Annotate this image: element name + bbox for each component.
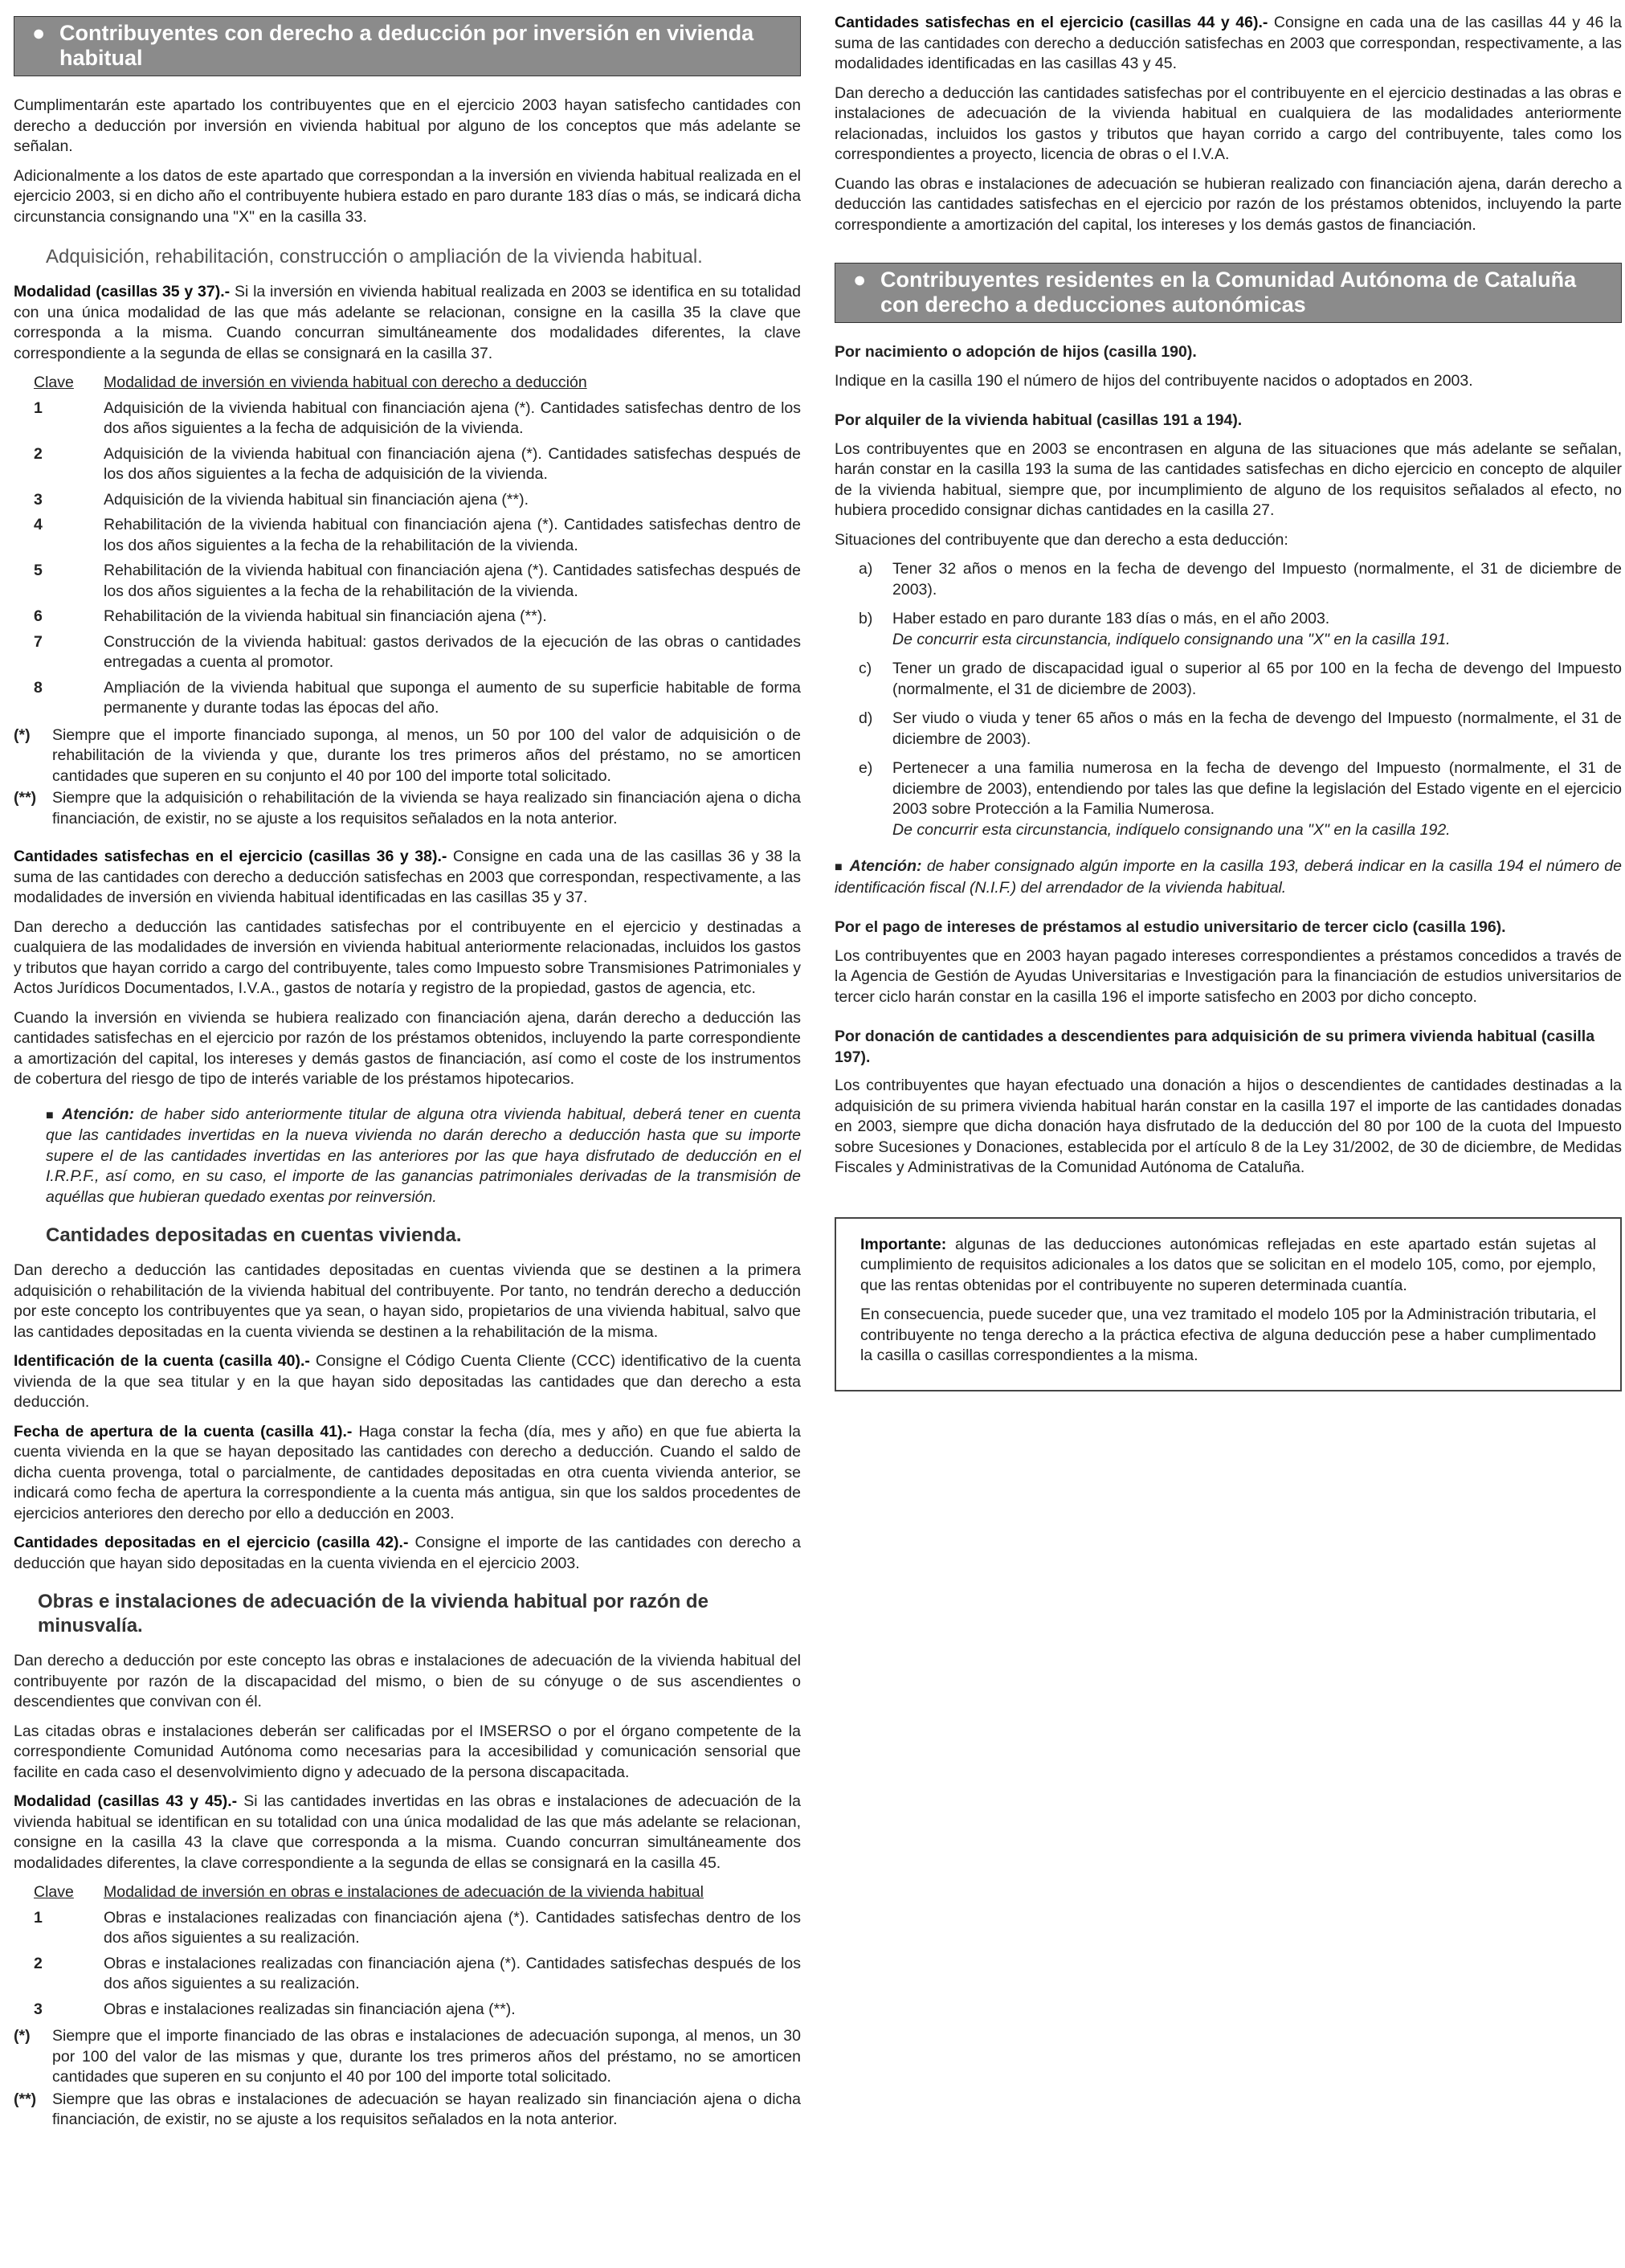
table-header: Clave Modalidad de inversión en vivienda habitual con derecho a deducción	[34, 374, 587, 391]
bullet-icon: ●	[32, 21, 46, 45]
paragraph: Los contribuyentes que en 2003 hayan pagado intereses correspondientes a préstamos concedidos a través de la Agencia de Gestión de Ayudas Universitarias e Investigación para la financiación de estudios universitarios de tercer ciclo harán constar en la casilla 196 el importe satisfecho en 2003 por dicho concepto.	[835, 946, 1622, 1006]
table-header: Clave Modalidad de inversión en obras e instalaciones de adecuación de la vivienda habitual	[34, 1883, 704, 1901]
subsection-title: Cantidades depositadas en cuentas vivienda.	[46, 1224, 462, 1246]
table-row: 8 Ampliación de la vivienda habitual que suponga el aumento de su superficie habitable de forma permanente y durante todas las épocas del año.	[34, 678, 801, 717]
table-row: 6 Rehabilitación de la vivienda habitual sin financiación ajena (**).	[34, 607, 547, 625]
paragraph-modalidad-obras: Modalidad (casillas 43 y 45).- Si las cantidades invertidas en las obras e instalaciones de adecuación de la vivienda habitual se identifican en su totalidad con una única modalidad de las que más adelante se relacionan, consigne en la casilla 43 la clave que corresponda a la misma. Cuando concurran simultáneamente dos modalidades diferentes, la clave correspondiente a la segunda de ellas se consignará en la casilla 45.	[14, 1792, 801, 1872]
left-column	[14, 16, 801, 2132]
subsection-title: Adquisición, rehabilitación, construcción o ampliación de la vivienda habitual.	[46, 246, 703, 268]
intro-paragraph: Cumplimentarán este apartado los contribuyentes que en el ejercicio 2003 hayan satisfecho cantidades con derecho a deducción por inversión en vivienda habitual por alguno de los conceptos que más adelante se señalan.	[14, 96, 801, 155]
heading-alquiler: Por alquiler de la vivienda habitual (casillas 191 a 194).	[835, 411, 1243, 429]
box-paragraph: Importante: algunas de las deducciones autonómicas reflejadas en este apartado están sujetas al cumplimiento de requisitos adicionales a los datos que se solicitan en el modelo 105, como, por ejemplo, que las rentas obtenidas por el contribuyente no superen determinada cuantía.	[860, 1235, 1596, 1294]
label: Modalidad (casillas 35 y 37).-	[14, 283, 231, 300]
paragraph-modalidad: Modalidad (casillas 35 y 37).- Si la inversión en vivienda habitual realizada en 2003 se identifica en su totalidad con una única modalidad de las que más adelante se relacionan, consigne en la casilla 35 la clave que corresponda a la misma. Cuando concurran simultáneamente dos modalidades diferentes, la clave correspondiente a la segunda de ellas se consignará en la casilla 37.	[14, 283, 801, 362]
right-column	[835, 13, 1622, 1391]
paragraph: Dan derecho a deducción las cantidades satisfechas por el contribuyente en el ejercicio y destinadas a cualquiera de las modalidades de inversión en vivienda habitual anteriormente relacionadas, incluidos los gastos y tributos que hayan corrido a cargo del contribuyente, tales como Impuesto sobre Transmisiones Patrimoniales y Actos Jurídicos Documentados, I.V.A., gastos de notaría y registro de la propiedad, gastos de agencia, etc.	[14, 917, 801, 997]
paragraph: Cuando la inversión en vivienda se hubiera realizado con financiación ajena, darán derecho a deducción las cantidades satisfechas en el ejercicio por razón de los préstamos obtenidos, incluyendo la parte correspondiente a amortización del capital, los intereses y demás gastos de financiación, así como el coste de los instrumentos de cobertura del riesgo de tipo de interés variable de los préstamos hipotecarios.	[14, 1008, 801, 1088]
section-title: Contribuyentes con derecho a deducción por inversión en vivienda habitual	[59, 21, 754, 70]
paragraph: Dan derecho a deducción por este concepto las obras e instalaciones de adecuación de la vivienda habitual del contribuyente por razón de la discapacidad del mismo, o bien de su cónyuge o de sus ascendientes o descendientes que convivan con él.	[14, 1652, 801, 1710]
paragraph: Los contribuyentes que en 2003 se encontrasen en alguna de las situaciones que más adelante se señalan, harán constar en la casilla 193 la suma de las cantidades satisfechas en dicho ejercicio en concepto de alquiler de la vivienda habitual, siempre que, por incumplimiento de alguno de los requisitos señalados al efecto, no hubiera procedido consignar dichas cantidades en la casilla 27.	[835, 439, 1622, 519]
table-row: 5 Rehabilitación de la vivienda habitual con financiación ajena (*). Cantidades satisfechas después de los dos años siguientes a la fecha de la rehabilitación de la vivienda.	[34, 562, 801, 600]
footnote: (*) Siempre que el importe financiado suponga, al menos, un 50 por 100 del valor de adquisición o de rehabilitación de la vivienda y que, durante los tres primeros años del préstamo, no se amorticen cantidades que superen en su conjunto el 40 por 100 del importe total solicitado.	[14, 725, 801, 785]
footnote: (**) Siempre que la adquisición o rehabilitación de la vivienda se haya realizado sin financiación ajena o dicha financiación, de existir, no se ajuste a los requisitos señalados en la nota anterior.	[14, 789, 801, 828]
important-box	[835, 1217, 1622, 1391]
attention-note: ■ Atención: de haber sido anteriormente titular de alguna otra vivienda habitual, deberá tener en cuenta que las cantidades invertidas en la nueva vivienda no darán derecho a deducción hasta que su importe supere el de las cantidades invertidas en las anteriores por las que haya disfrutado de deducción en el I.R.P.F., así como, en su caso, el importe de las ganancias patrimoniales derivadas de la transmisión de aquéllas que hubieran quedado exentas por reinversión.	[46, 1105, 802, 1206]
table-row: 2 Adquisición de la vivienda habitual con financiación ajena (*). Cantidades satisfechas después de los dos años siguientes a la fecha de adquisición de la vivienda.	[34, 444, 801, 483]
subsection-title: Obras e instalaciones de adecuación de la vivienda habitual por razón de minusvalía.	[38, 1591, 708, 1637]
table-row: 1 Adquisición de la vivienda habitual con financiación ajena (*). Cantidades satisfechas dentro de los dos años siguientes a la fecha de adquisición de la vivienda.	[34, 398, 801, 437]
table-row: 4 Rehabilitación de la vivienda habitual con financiación ajena (*). Cantidades satisfechas dentro de los dos años siguientes a la fecha de la rehabilitación de la vivienda.	[34, 516, 801, 554]
paragraph-cantidades-obras: Cantidades satisfechas en el ejercicio (casillas 44 y 46).- Consigne en cada una de las casillas 44 y 46 la suma de las cantidades con derecho a deducción satisfechas en 2003 que correspondan, respectivamente, a las modalidades identificadas en las casillas 43 y 45.	[835, 14, 1623, 72]
paragraph: Situaciones del contribuyente que dan derecho a esta deducción:	[835, 530, 1288, 549]
table-row: 3 Obras e instalaciones realizadas sin financiación ajena (**).	[34, 2000, 516, 2018]
paragraph-cantidades: Cantidades satisfechas en el ejercicio (casillas 36 y 38).- Consigne en cada una de las casillas 36 y 38 la suma de las cantidades con derecho a deducción satisfechas en 2003 que correspondan, respectivamente, a las modalidades de inversión en vivienda habitual identificadas en las casillas 35 y 37.	[14, 848, 802, 906]
paragraph: Las citadas obras e instalaciones deberán ser calificadas por el IMSERSO o por el órgano competente de la correspondiente Comunidad Autónoma como necesarias para la accesibilidad y comunicación sensorial que facilite en cada caso el desenvolvimiento digno y adecuado de la persona discapacitada.	[14, 1722, 801, 1781]
section-header-cataluna	[835, 263, 1622, 323]
paragraph: Indique en la casilla 190 el número de hijos del contribuyente nacidos o adoptados en 2003.	[835, 371, 1473, 390]
paragraph-cantidades-depositadas: Cantidades depositadas en el ejercicio (casilla 42).- Consigne el importe de las cantidades con derecho a deducción que hayan sido depositadas en la cuenta vivienda en el ejercicio 2003.	[14, 1534, 801, 1572]
list-item: b) Haber estado en paro durante 183 días o más, en el año 2003. De concurrir esta circunstancia, indíquelo consignando una "X" en la casilla 191.	[859, 610, 1451, 648]
table-row: 7 Construcción de la vivienda habitual: gastos derivados de la ejecución de las obras o cantidades entregadas a cuenta al promotor.	[34, 632, 801, 671]
list-item: c) Tener un grado de discapacidad igual o superior al 65 por 100 en la fecha de devengo del Impuesto (normalmente, el 31 de diciembre de 2003).	[859, 660, 1622, 698]
clave-table-obras	[14, 1882, 801, 2020]
heading-intereses: Por el pago de intereses de préstamos al estudio universitario de tercer ciclo (casilla 196).	[835, 918, 1506, 936]
table-row: 3 Adquisición de la vivienda habitual sin financiación ajena (**).	[34, 490, 529, 509]
square-bullet-icon: ■	[46, 1108, 56, 1122]
footnote: (**) Siempre que las obras e instalaciones de adecuación se hayan realizado sin financiación ajena o dicha financiación, de existir, no se ajuste a los requisitos señalados en la nota anterior.	[14, 2090, 801, 2128]
list-item: d) Ser viudo o viuda y tener 65 años o más en la fecha de devengo del Impuesto (normalmente, el 31 de diciembre de 2003).	[859, 709, 1622, 748]
section-header-vivienda	[14, 16, 801, 76]
table-row: 2 Obras e instalaciones realizadas con financiación ajena (*). Cantidades satisfechas después de los dos años siguientes a su realización.	[34, 1954, 801, 1992]
square-bullet-icon: ■	[835, 860, 843, 874]
paragraph: Dan derecho a deducción las cantidades satisfechas por el contribuyente en el ejercicio destinadas a las obras e instalaciones de adecuación de la vivienda habitual en cualquiera de las modalidades anteriormente relacionadas, incluidos los gastos y tributos que hayan corrido a cargo del contribuyente, tales como los correspondientes a proyecto, licencia de obras o el I.V.A.	[835, 84, 1622, 163]
paragraph: Dan derecho a deducción las cantidades depositadas en cuentas vivienda que se destinen a la primera adquisición o rehabilitación de la vivienda habitual del contribuyente. Por tanto, no tendrán derecho a deducción por este concepto los contribuyentes que ya sean, o hayan sido, propietarios de una vivienda habitual, salvo que las cantidades depositadas en la cuenta vivienda se destinen a la rehabilitación de la misma.	[14, 1261, 801, 1341]
footnote: (*) Siempre que el importe financiado de las obras e instalaciones de adecuación suponga, al menos, un 30 por 100 del valor de las mismas y que, durante los tres primeros años del préstamo, no se amorticen cantidades que superen en su conjunto el 40 por 100 del importe total solicitado.	[14, 2027, 801, 2086]
table-row: 1 Obras e instalaciones realizadas con financiación ajena (*). Cantidades satisfechas dentro de los dos años siguientes a su realización.	[34, 1908, 801, 1947]
list-item: e) Pertenecer a una familia numerosa en la fecha de devengo del Impuesto (normalmente, el 31 de diciembre de 2003), entendiendo por tales las que define la legislación del Estado vigente en el ejercicio 2003 sobre Protección a la Familia Numerosa. De concurrir esta circunstancia, indíquelo consignando una "X" en la casilla 192.	[859, 759, 1622, 839]
heading-donacion: Por donación de cantidades a descendientes para adquisición de su primera vivienda habitual (casilla 197).	[835, 1028, 1595, 1066]
heading-nacimiento: Por nacimiento o adopción de hijos (casilla 190).	[835, 343, 1197, 361]
bullet-icon: ●	[853, 268, 867, 292]
situations-list	[835, 559, 1622, 840]
paragraph-fecha-apertura: Fecha de apertura de la cuenta (casilla 41).- Haga constar la fecha (día, mes y año) en que fue abierta la cuenta vivienda en la que se hayan depositado las cantidades con derecho a deducción. Cuando el saldo de dicha cuenta provenga, total o parcialmente, de cantidades depositadas en otra cuenta vivienda anterior, se indicará como fecha de apertura la correspondiente a la cuenta más antigua, sin que los saldos procedentes de ejercicios anteriores den derecho por ello a deducción en 2003.	[14, 1422, 801, 1522]
attention-note: ■ Atención: de haber consignado algún importe en la casilla 193, deberá indicar en la casilla 194 el número de identificación fiscal (N.I.F.) del arrendador de la vivienda habitual.	[835, 857, 1622, 897]
paragraph-identificacion: Identificación de la cuenta (casilla 40).- Consigne el Código Cuenta Cliente (CCC) identificativo de la cuenta vivienda de la que sea titular y en la que hayan sido depositadas las cantidades que dan derecho a esta deducción.	[14, 1352, 801, 1411]
section-title: Contribuyentes residentes en la Comunidad Autónoma de Cataluña con derecho a deducciones autonómicas	[880, 268, 1577, 317]
intro-paragraph-2: Adicionalmente a los datos de este apartado que correspondan a la inversión en vivienda habitual realizada en el ejercicio 2003, si en dicho año el contribuyente hubiera estado en paro durante 183 días o más, se indicará dicha circunstancia consignando una "X" en la casilla 33.	[14, 166, 801, 226]
box-paragraph-2: En consecuencia, puede suceder que, una vez tramitado el modelo 105 por la Administración tributaria, el contribuyente no tenga derecho a la práctica efectiva de alguna deducción pese a haber cumplimentado la casilla o casillas correspondientes a la misma.	[860, 1306, 1596, 1364]
clave-table	[14, 373, 801, 719]
paragraph: Los contribuyentes que hayan efectuado una donación a hijos o descendientes de cantidades destinadas a la adquisición de su primera vivienda habitual harán constar en la casilla 197 el importe de las cantidades donadas en 2003, siempre que dicha donación haya disfrutado de la deducción del 80 por 100 de la cuota del Impuesto sobre Sucesiones y Donaciones, establecida por el artículo 8 de la Ley 31/2002, de 30 de diciembre, de Medidas Fiscales y Administrativas de la Comunidad Autónoma de Cataluña.	[835, 1077, 1622, 1176]
list-item: a) Tener 32 años o menos en la fecha de devengo del Impuesto (normalmente, el 31 de diciembre de 2003).	[859, 560, 1622, 599]
paragraph: Cuando las obras e instalaciones de adecuación se hubieran realizado con financiación ajena, darán derecho a deducción las cantidades satisfechas en el ejercicio por razón de los préstamos obtenidos, incluyendo la parte correspondiente a amortización del capital, los intereses y los demás gastos de financiación.	[835, 174, 1622, 234]
